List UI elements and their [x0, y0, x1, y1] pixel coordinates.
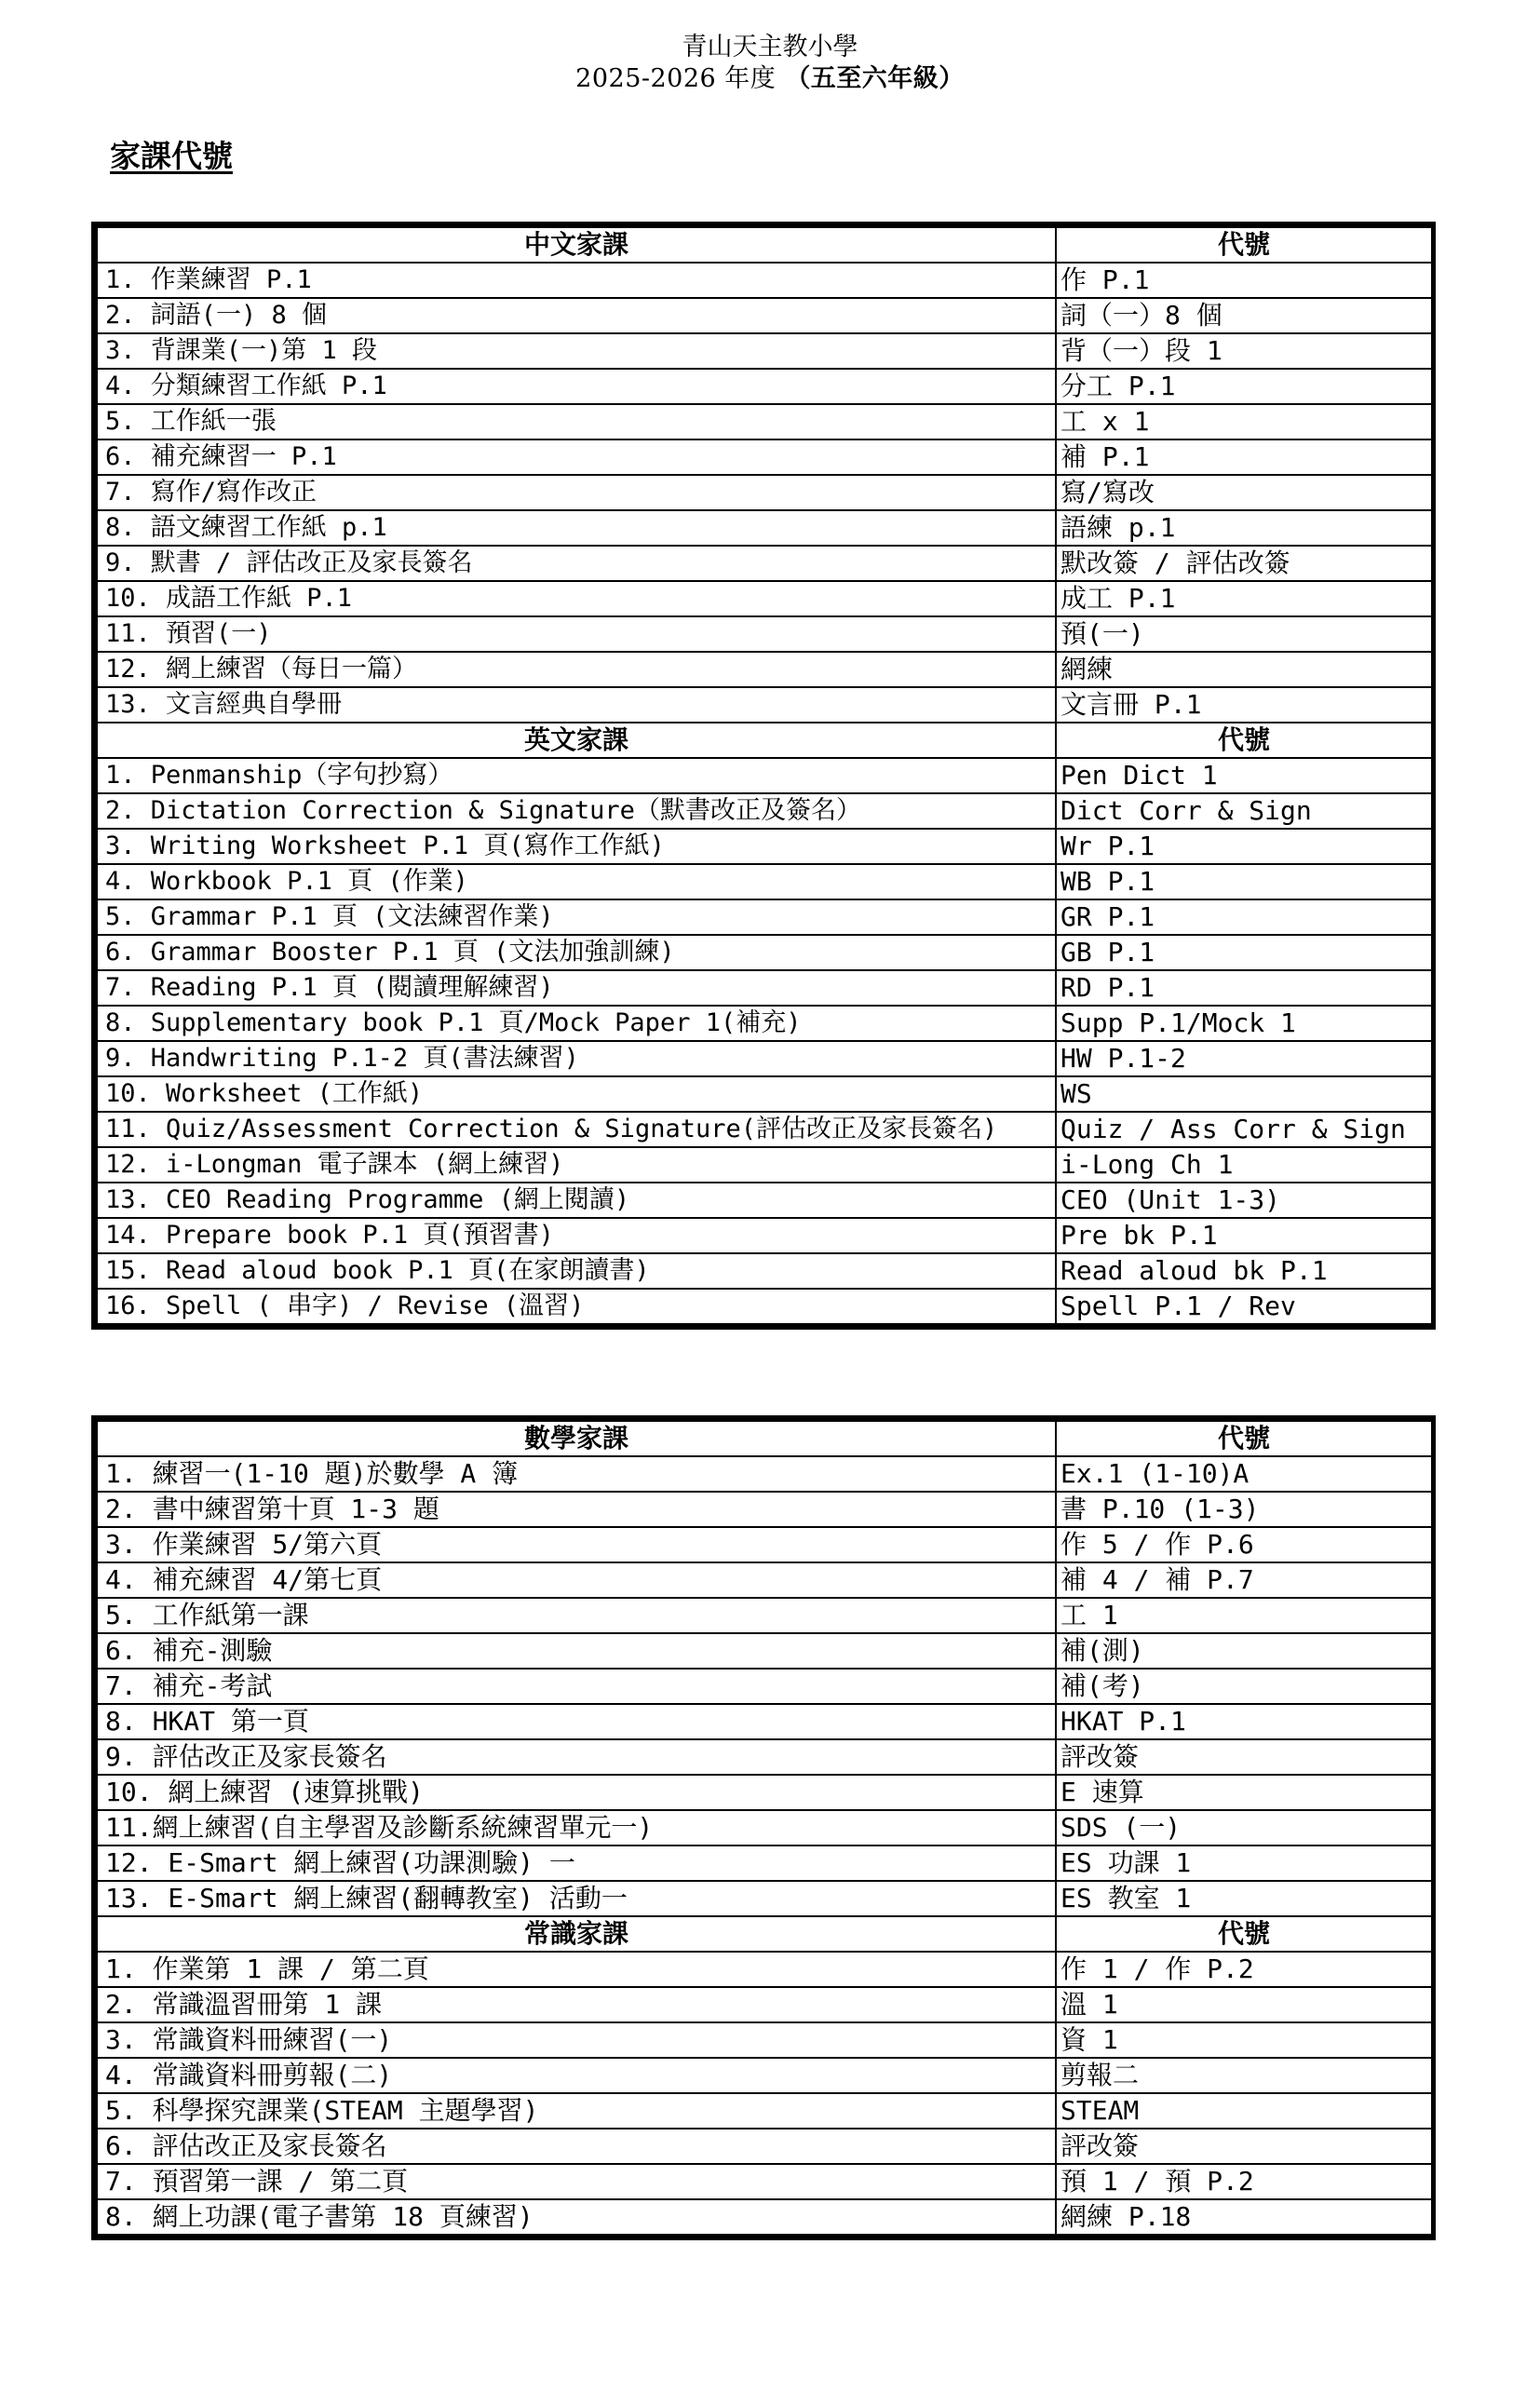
homework-item: 10. Worksheet (工作紙): [97, 1076, 1056, 1112]
homework-code: GB P.1: [1056, 935, 1432, 970]
homework-item: 12. E-Smart 網上練習(功課測驗) 一: [97, 1845, 1056, 1881]
homework-item: 9. 默書 / 評估改正及家長簽名: [97, 546, 1056, 581]
homework-code: E 速算: [1056, 1775, 1432, 1810]
table-row: [97, 2164, 1432, 2199]
table-row: [97, 2022, 1432, 2058]
homework-item: 7. Reading P.1 頁 (閱讀理解練習): [97, 970, 1056, 1006]
section-heading: 常識家課: [97, 1916, 1056, 1952]
homework-code: 補(測): [1056, 1633, 1432, 1669]
academic-year-line: [0, 63, 1540, 95]
homework-item: 16. Spell ( 串字) / Revise (溫習): [97, 1289, 1056, 1324]
code-column-heading: 代號: [1056, 1916, 1432, 1952]
section-header-row: [97, 1916, 1432, 1952]
table-row: [97, 1562, 1432, 1598]
table-row: [97, 1598, 1432, 1633]
table-row: [97, 546, 1432, 581]
section-heading: 中文家課: [97, 227, 1056, 263]
table-row: [97, 1041, 1432, 1076]
homework-item: 10. 網上練習 (速算挑戰): [97, 1775, 1056, 1810]
table-row: [97, 970, 1432, 1006]
homework-item: 8. HKAT 第一頁: [97, 1704, 1056, 1739]
homework-item: 2. 書中練習第十頁 1-3 題: [97, 1492, 1056, 1527]
homework-code: 成工 P.1: [1056, 581, 1432, 616]
homework-code: 評改簽: [1056, 2129, 1432, 2164]
homework-code: 詞（一）8 個: [1056, 298, 1432, 333]
document-title: 家課代號: [110, 138, 233, 174]
homework-item: 4. 補充練習 4/第七頁: [97, 1562, 1056, 1598]
table-row: [97, 2199, 1432, 2235]
table-row: [97, 1112, 1432, 1147]
homework-code-table: [96, 226, 1433, 1325]
homework-code: Pen Dict 1: [1056, 758, 1432, 793]
table-row: [97, 1669, 1432, 1704]
table-row: [97, 1881, 1432, 1916]
homework-item: 1. 作業第 1 課 / 第二頁: [97, 1952, 1056, 1987]
table-row: [97, 1739, 1432, 1775]
section-header-row: [97, 1421, 1432, 1456]
homework-item: 8. Supplementary book P.1 頁/Mock Paper 1(補充): [97, 1006, 1056, 1041]
homework-item: 4. Workbook P.1 頁 (作業): [97, 864, 1056, 899]
homework-code: GR P.1: [1056, 899, 1432, 935]
homework-code: Quiz / Ass Corr & Sign: [1056, 1112, 1432, 1147]
homework-code: 作 5 / 作 P.6: [1056, 1527, 1432, 1562]
homework-code: Supp P.1/Mock 1: [1056, 1006, 1432, 1041]
homework-item: 15. Read aloud book P.1 頁(在家朗讀書): [97, 1253, 1056, 1289]
homework-item: 6. Grammar Booster P.1 頁 (文法加強訓練): [97, 935, 1056, 970]
homework-code: 作 P.1: [1056, 263, 1432, 298]
homework-item: 3. 背課業(一)第 1 段: [97, 333, 1056, 369]
homework-table-bottom: [91, 1415, 1436, 2240]
homework-code: CEO (Unit 1-3): [1056, 1183, 1432, 1218]
homework-code: 作 1 / 作 P.2: [1056, 1952, 1432, 1987]
homework-code: WS: [1056, 1076, 1432, 1112]
grade-range: （五至六年級）: [785, 64, 965, 93]
homework-item: 5. 工作紙一張: [97, 404, 1056, 439]
table-row: [97, 1527, 1432, 1562]
homework-code: 背（一）段 1: [1056, 333, 1432, 369]
section-header-row: [97, 723, 1432, 758]
table-row: [97, 1289, 1432, 1324]
table-row: [97, 1810, 1432, 1845]
homework-item: 4. 常識資料冊剪報(二): [97, 2058, 1056, 2093]
homework-item: 13. 文言經典自學冊: [97, 687, 1056, 723]
table-row: [97, 475, 1432, 510]
homework-item: 11. 預習(一): [97, 616, 1056, 652]
homework-code: Read aloud bk P.1: [1056, 1253, 1432, 1289]
table-row: [97, 1147, 1432, 1183]
table-row: [97, 510, 1432, 546]
homework-item: 5. Grammar P.1 頁 (文法練習作業): [97, 899, 1056, 935]
homework-code: 書 P.10 (1-3): [1056, 1492, 1432, 1527]
homework-code: 補 4 / 補 P.7: [1056, 1562, 1432, 1598]
homework-item: 12. 網上練習（每日一篇）: [97, 652, 1056, 687]
homework-item: 2. 詞語(一) 8 個: [97, 298, 1056, 333]
homework-item: 6. 評估改正及家長簽名: [97, 2129, 1056, 2164]
academic-year: 2025-2026 年度: [575, 64, 777, 93]
homework-item: 8. 網上功課(電子書第 18 頁練習): [97, 2199, 1056, 2235]
homework-code: 預(一): [1056, 616, 1432, 652]
homework-item: 3. 常識資料冊練習(一): [97, 2022, 1056, 2058]
homework-item: 6. 補充-測驗: [97, 1633, 1056, 1669]
table-row: [97, 1253, 1432, 1289]
table-row: [97, 2058, 1432, 2093]
homework-code: HW P.1-2: [1056, 1041, 1432, 1076]
homework-code: SDS (一): [1056, 1810, 1432, 1845]
homework-code: Pre bk P.1: [1056, 1218, 1432, 1253]
table-row: [97, 1218, 1432, 1253]
homework-code: Ex.1 (1-10)A: [1056, 1456, 1432, 1492]
table-row: [97, 1456, 1432, 1492]
homework-code: 網練 P.18: [1056, 2199, 1432, 2235]
homework-code: 預 1 / 預 P.2: [1056, 2164, 1432, 2199]
table-row: [97, 1006, 1432, 1041]
homework-item: 1. 作業練習 P.1: [97, 263, 1056, 298]
homework-code: i-Long Ch 1: [1056, 1147, 1432, 1183]
homework-item: 7. 補充-考試: [97, 1669, 1056, 1704]
homework-item: 9. 評估改正及家長簽名: [97, 1739, 1056, 1775]
homework-code: ES 教室 1: [1056, 1881, 1432, 1916]
table-row: [97, 581, 1432, 616]
table-row: [97, 263, 1432, 298]
table-row: [97, 404, 1432, 439]
code-column-heading: 代號: [1056, 227, 1432, 263]
homework-item: 3. 作業練習 5/第六頁: [97, 1527, 1056, 1562]
section-header-row: [97, 227, 1432, 263]
homework-code: WB P.1: [1056, 864, 1432, 899]
table-row: [97, 793, 1432, 829]
table-row: [97, 1845, 1432, 1881]
homework-code: Dict Corr & Sign: [1056, 793, 1432, 829]
homework-code: 網練: [1056, 652, 1432, 687]
homework-item: 10. 成語工作紙 P.1: [97, 581, 1056, 616]
homework-code: Wr P.1: [1056, 829, 1432, 864]
homework-item: 14. Prepare book P.1 頁(預習書): [97, 1218, 1056, 1253]
table-row: [97, 1183, 1432, 1218]
table-row: [97, 2093, 1432, 2129]
homework-item: 1. Penmanship（字句抄寫）: [97, 758, 1056, 793]
homework-item: 2. 常識溫習冊第 1 課: [97, 1987, 1056, 2022]
homework-code: STEAM: [1056, 2093, 1432, 2129]
homework-code: 補 P.1: [1056, 439, 1432, 475]
homework-code: 工 1: [1056, 1598, 1432, 1633]
homework-code: 分工 P.1: [1056, 369, 1432, 404]
code-column-heading: 代號: [1056, 723, 1432, 758]
table-row: [97, 1633, 1432, 1669]
table-row: [97, 1076, 1432, 1112]
table-row: [97, 899, 1432, 935]
code-column-heading: 代號: [1056, 1421, 1432, 1456]
homework-item: 7. 預習第一課 / 第二頁: [97, 2164, 1056, 2199]
homework-item: 1. 練習一(1-10 題)於數學 A 簿: [97, 1456, 1056, 1492]
homework-code: 評改簽: [1056, 1739, 1432, 1775]
table-row: [97, 1952, 1432, 1987]
homework-item: 8. 語文練習工作紙 p.1: [97, 510, 1056, 546]
homework-item: 13. CEO Reading Programme (網上閱讀): [97, 1183, 1056, 1218]
table-row: [97, 616, 1432, 652]
homework-item: 12. i-Longman 電子課本 (網上練習): [97, 1147, 1056, 1183]
table-row: [97, 935, 1432, 970]
table-row: [97, 864, 1432, 899]
homework-code: 資 1: [1056, 2022, 1432, 2058]
homework-code: 文言冊 P.1: [1056, 687, 1432, 723]
table-row: [97, 758, 1432, 793]
homework-item: 5. 科學探究課業(STEAM 主題學習): [97, 2093, 1056, 2129]
homework-code: 默改簽 / 評估改簽: [1056, 546, 1432, 581]
homework-code: HKAT P.1: [1056, 1704, 1432, 1739]
section-heading: 數學家課: [97, 1421, 1056, 1456]
homework-item: 11. Quiz/Assessment Correction & Signature(評估改正及家長簽名): [97, 1112, 1056, 1147]
table-row: [97, 829, 1432, 864]
page-header: [0, 32, 1540, 95]
homework-item: 2. Dictation Correction & Signature（默書改正及簽名）: [97, 793, 1056, 829]
table-row: [97, 369, 1432, 404]
homework-code: 語練 p.1: [1056, 510, 1432, 546]
table-row: [97, 1775, 1432, 1810]
table-row: [97, 1492, 1432, 1527]
homework-item: 11.網上練習(自主學習及診斷系統練習單元一): [97, 1810, 1056, 1845]
table-row: [97, 1704, 1432, 1739]
table-row: [97, 1987, 1432, 2022]
homework-code-table: [96, 1420, 1433, 2236]
table-body: [97, 1421, 1432, 2235]
homework-table-top: [91, 222, 1436, 1330]
homework-item: 13. E-Smart 網上練習(翻轉教室) 活動一: [97, 1881, 1056, 1916]
table-row: [97, 333, 1432, 369]
table-row: [97, 439, 1432, 475]
table-body: [97, 227, 1432, 1324]
homework-code: 工 x 1: [1056, 404, 1432, 439]
table-row: [97, 298, 1432, 333]
homework-code: RD P.1: [1056, 970, 1432, 1006]
homework-code: 寫/寫改: [1056, 475, 1432, 510]
homework-item: 3. Writing Worksheet P.1 頁(寫作工作紙): [97, 829, 1056, 864]
homework-code: 溫 1: [1056, 1987, 1432, 2022]
table-row: [97, 687, 1432, 723]
homework-code: 補(考): [1056, 1669, 1432, 1704]
homework-item: 7. 寫作/寫作改正: [97, 475, 1056, 510]
homework-item: 6. 補充練習一 P.1: [97, 439, 1056, 475]
homework-code: ES 功課 1: [1056, 1845, 1432, 1881]
homework-item: 4. 分類練習工作紙 P.1: [97, 369, 1056, 404]
homework-item: 9. Handwriting P.1-2 頁(書法練習): [97, 1041, 1056, 1076]
school-name: 青山天主教小學: [682, 33, 858, 61]
table-row: [97, 652, 1432, 687]
homework-code: Spell P.1 / Rev: [1056, 1289, 1432, 1324]
homework-item: 5. 工作紙第一課: [97, 1598, 1056, 1633]
table-row: [97, 2129, 1432, 2164]
homework-code: 剪報二: [1056, 2058, 1432, 2093]
section-heading: 英文家課: [97, 723, 1056, 758]
